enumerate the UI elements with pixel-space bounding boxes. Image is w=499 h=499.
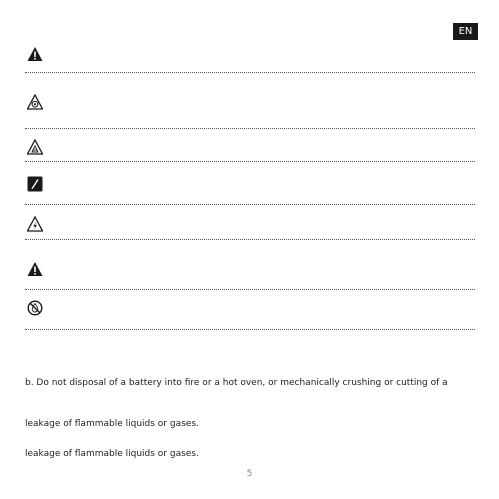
warning-triangle-icon (27, 261, 43, 277)
no-water-icon (27, 300, 43, 316)
body-text-line: b. Do not disposal of a battery into fire or a hot oven, or mechanically crushing or cutting of a (25, 378, 448, 388)
divider (25, 329, 475, 330)
body-text-line: leakage of flammable liquids or gases. (25, 449, 199, 459)
divider (25, 204, 475, 205)
divider (25, 161, 475, 162)
divider (25, 128, 475, 129)
divider (25, 289, 475, 290)
body-text-line: leakage of flammable liquids or gases. (25, 419, 199, 429)
chemical-warning-icon (27, 139, 43, 155)
divider (25, 72, 475, 73)
page-number: 5 (246, 469, 253, 479)
warning-triangle-icon (27, 46, 43, 62)
electrical-warning-icon (27, 216, 43, 232)
temperature-icon (27, 176, 43, 192)
language-badge: EN (453, 23, 478, 40)
explosion-warning-icon (27, 94, 43, 110)
divider (25, 239, 475, 240)
